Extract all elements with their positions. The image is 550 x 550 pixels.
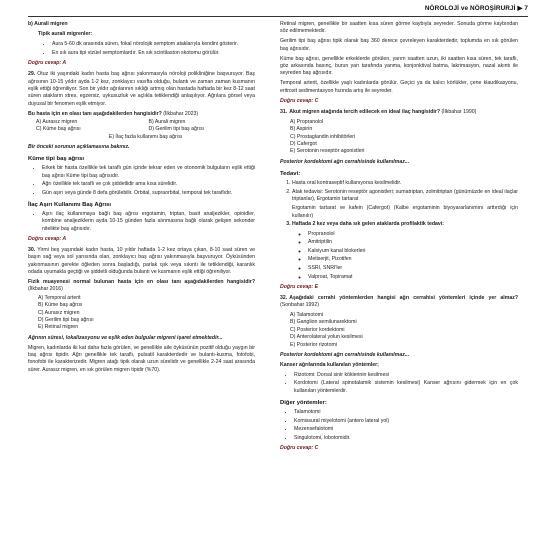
diger-item: • Komissural miyelotomi (antero lateral yol) [294,418,518,425]
question-32-options [280,312,518,349]
answer-a-2: Doğru cevap: A [28,236,67,243]
diger-list [280,409,518,442]
kume-item-1: • Erkek bir hasta özellikle tek taraflı gün içinde tekrar eden ve otonomik bulguların eşlik ettiği baş ağrısı Küme tipi baş ağrısıdır. [42,165,255,180]
question-30-options [28,295,255,332]
kanser-item-1: • Rizotomi: Dorsal sinir köklerinin kesilmesi [294,372,518,379]
option-b: B) Ganglion semilunarektomi [290,319,357,326]
retinal-paragraph: Retinal migren, genellikle bir saatten kısa süren görme kaybıyla seyreder. Sonuda görme kaybından söz edilmemektedir. [280,21,518,35]
question-text: Otuz iki yaşındaki kadın hasta baş ağrısı yakınmasıyla nöroloji polikliniğine başvuruyor. Baş ağrısının 10-15 yıldır ayda 1-2 kez, zonklayıcı vasıfta olduğu, bulantı ve zaman zaman kusmanın eşlik ettiği öğreniliyor. Son bir yıldır ağrılarının sıklığı artmış olan hastada haftada bir kez 8-12 saat süren atakların stres, egzersiz, uykusuzluk ve açlıkla tetiklendiği anlaşılıyor. Ağrılara görsel veya duyusal bir fenomen eşlik etmiyor. [28,71,255,107]
question-30 [28,247,255,277]
right-column [280,21,518,456]
gerilim-paragraph: Gerilim tipi baş ağrısı tipik olarak baş 360 derece çevreleyen karakterdedir, toplumda en sık görülen baş ağrısıdır. [280,38,518,52]
page-header [0,0,550,16]
diger-item: • Talamotomi [294,409,518,416]
page-number: 7 [524,5,528,12]
kanser-list [280,372,518,395]
option-d: D) Cafergot [290,141,317,148]
option-d: D) Gerilim tipi baş ağrısı [38,316,94,323]
question-number: 32. [280,294,288,301]
profilaktik-list [280,231,518,281]
option-c: C) Prostaglandin inhibitörleri [290,133,356,140]
question-source: (Sonbahar 1992) [280,302,319,309]
answer-e: Doğru cevap: E [280,283,319,290]
option-b-heading: b) Aurali migren [28,21,68,27]
chapter-title: NÖROLOJİ ve NÖROŞİRURJİ [424,5,516,12]
tedavi-item-3: 3. Haftada 2 kez veya daha sık gelen ataklarda profilaktik tedavi: [292,221,518,228]
kanser-heading: Kanser ağrılarında kullanılan yöntemler; [280,361,379,368]
question-31 [280,109,518,116]
kume-list [28,165,255,197]
running-title [425,4,528,13]
option-e: E) Retinal migren [38,324,79,331]
profilaktik-item: ◦ SSRI, SNRI'ler [308,265,518,272]
option-c: C) Küme baş ağrısı [36,126,81,133]
question-source: (İlkbahar 2016) [28,286,63,293]
diger-item: • Mezensefalotomi [294,426,518,433]
question-number: 31. [280,109,288,116]
option-a: A) Temporal arterit [38,294,81,301]
kume-item-2: • Ağrı özellikle tek taraflı ve çok şiddetlidir ama kısa sürelidir. [42,181,255,188]
kume-item-3: • Gün aşırı veya günde 8 defa görülebilir. Orbital, supraorbital, temporal tek taraflıdır. [42,190,255,197]
ilac-list [28,211,255,233]
diger-heading: Diğer yöntemler: [280,399,327,406]
option-b: B) Aurali migren [148,118,186,125]
italic-explanation: Ağrının süresi, lokalizasyonu ve eşlik eden bulgular migreni işaret etmektedir... [28,334,223,341]
temporal-paragraph: Temporal arterit, özellikle yaşlı kadınlarda görülür. Geçici ya da kalıcı körlükler, çene klaudikasyonu, eritrosit sedimentasyon hızında artış ile seyreder. [280,80,518,94]
option-b: B) Küme baş ağrısı [38,302,83,309]
italic-explanation: Posterior kordektomi ağrı cerrahisinde kullanılmaz... [280,351,410,358]
migren-paragraph: Migren, kadınlarda iki kat daha fazla görülen, ve genellikle aile öyküsünün pozitif olduğu yaygın bir baş ağrısı tipidir. Ağrı genellikle tek taraflı, pulsatil karakterdedir ve bulantı-kusma, fotofobi, fonofobi ile karakterizedir. Migren atağı tipik olarak uzun sürelidir ve genellikle 2-24 saat arasında sürer. Aurasız migren, en sık görülen migren tipidir (%70). [28,344,255,373]
question-prompt-text: Bu hasta için en olası tanı aşağıdakilerden hangisidir? [28,110,162,117]
question-source: (İlkbahar 1990) [441,109,477,116]
kanser-item-2: • Kordotomi (Lateral spinotalamik sistemin kesilmesi) Kanser ağrısını gidermek için en çok kullanılan yöntemlerdir. [294,380,518,395]
profilaktik-item: ◦ Valproat, Topiramat [308,274,518,281]
tipik-item-2: • En sık aura tipi vizüel semptomlardır. En sık scintilaston skotomu görülür. [52,50,255,57]
kume-paragraph: Küme baş ağrısı, genellikle erkeklerde görülen, yarım saatten uzun, iki saatten kısa süren, tek taraflı, göz arkasında basınç, burun yarı tarafında yanma, konjonktival batma, lakrimasyon, nazal akıntı ile seyreden baş ağrısıdır. [280,55,518,77]
tipik-block [28,31,255,57]
ergo-note: Ergotamin tartarat ve kafein (Cafergot) (Kalbe ergotaminin biyoyararlanımını arttırdığı için kullanılır) [292,205,518,219]
question-number: 30. [28,247,36,254]
ilac-heading: İlaç Aşırı Kullanımı Baş Ağrısı [28,201,112,208]
question-29 [28,71,255,108]
diger-item: • Singulotomi, lobotomidir. [294,435,518,442]
tedavi-heading: Tedavi: [280,170,301,177]
option-a: A) Aurasız migren [36,118,78,125]
question-prompt-text: Fizik muayenesi normal bulunan hasta için en olası tanı aşağıdakilerden hangisidir? [28,279,255,286]
profilaktik-item: ◦ Metiserjit, Pizotifen [308,256,518,263]
question-29-options [28,119,255,141]
option-d: D) Gerilim tipi baş ağrısı [148,126,205,133]
tipik-list [38,41,255,57]
question-text: Yirmi beş yaşındaki kadın hasta, 10 yıldır haftada 1-2 kez ortaya çıkan, 8-10 saat süren ve başın sağ veya sol yarısında olan, zonklayıcı baş ağrısı yakınmasıyla başvuruyor. Öyküsünden yakınmasının gerekte öğleden sonra başladığı, parlak ışık veya sıkıntı ile tetiklendiği, karanlık odada uyumakla geçtiği ve şiddetli olduğunda bulantı ve kusmanın eşlik ettiği öğreniliyor. [28,247,255,276]
option-a: A) Talamotomi [290,312,324,319]
option-c: C) Posterior kordektomi [290,326,345,333]
answer-c-1: Doğru cevap: C [280,98,319,105]
tedavi-item-2-text: Atak tedavisi: Serotonin reseptör agonistleri; sumatriptan, zolmitriptan (günümüzde en ideal ilaçlar triptanlar), Ergotamin tartarat [292,188,518,203]
ilac-item-1: • Aşırı ilaç kullanımaya bağlı baş ağrısı ergotamin, triptan, basit analjezikler, opioidler, kombine analjeziklerin ayda 10-15 günden fazla alınmasına bağlı olarak gelişen sekonder nitelikte baş ağrısıdır. [42,211,255,233]
profilaktik-item: ◦ Kalsiyum kanal blokerleri [308,248,518,255]
answer-a-1: Doğru cevap: A [28,60,67,67]
question-text: Akut migren atağında tercih edilecek en ideal ilaç hangisidir? [289,109,440,116]
tedavi-item-1: 1. Hasta oral kontraseptif kullanıyorsa kesilmelidir. [292,180,518,187]
question-number: 29. [28,71,36,78]
question-30-prompt [28,279,255,294]
explanation-note: Bir önceki sorunun açıklamasına bakınız. [28,144,130,151]
tedavi-item-2 [292,189,518,220]
question-31-options [280,119,518,156]
question-29-prompt [28,111,255,118]
option-e: E) İlaç fazla kullanımı baş ağrısı [108,133,183,140]
option-e: E) Serotonin reseptör agonistleri [290,148,365,155]
kume-heading: Küme tipi baş ağrısı [28,155,84,162]
question-source: (İlkbahar 2023) [163,110,199,117]
tedavi-list [280,180,518,229]
tipik-heading: Tipik aurali migrenler: [38,31,93,38]
question-32 [280,295,518,310]
answer-c-2: Doğru cevap: C [280,445,319,452]
page-arrow-icon: ▶ [517,5,523,12]
profilaktik-item: ◦ Amitriptilin [308,239,518,246]
profilaktik-item: ◦ Propranolol [308,231,518,238]
italic-explanation: Posterior kordektomi ağrı cerrahisinde kullanılmaz... [280,158,410,165]
option-d: D) Anterolateral yolun kesilmesi [290,334,363,341]
tipik-item-1: • Aura 5-60 dk arasında süren, fokal nörolojik semptom ataklarıyla kendini gösterir. [52,41,255,48]
option-b: B) Aspirin [290,126,313,133]
question-text: Aşağıdaki cerrahi yöntemlerden hangisi ağrı cerrahisi yöntemleri içinde yer almaz? [289,294,518,301]
option-a: A) Propranolol [290,118,324,125]
left-column [28,21,255,377]
option-c: C) Aurasız migren [38,309,80,316]
header-rule [28,16,528,17]
option-e: E) Posterior rizotomi [290,341,337,348]
